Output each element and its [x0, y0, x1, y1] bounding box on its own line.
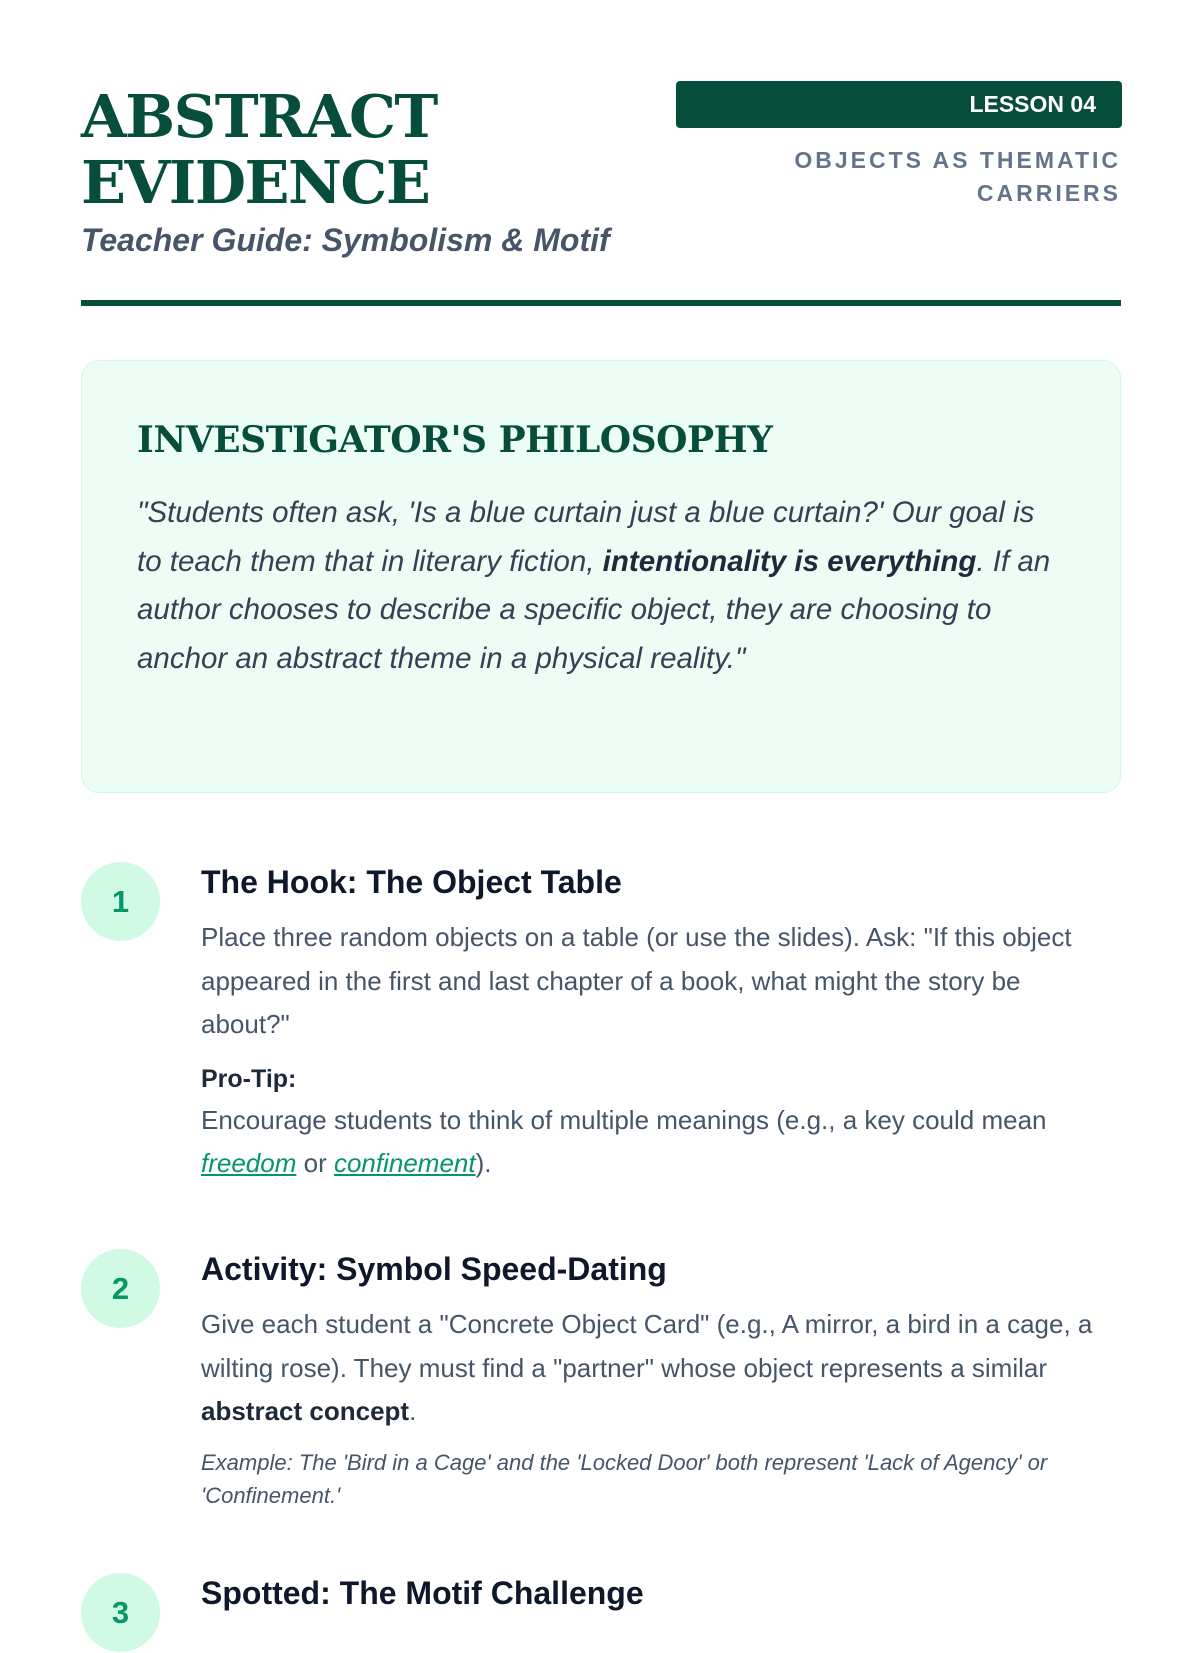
step-number-badge: 3	[81, 1573, 160, 1652]
step-1	[81, 862, 1121, 1202]
step-number-badge: 1	[81, 862, 160, 941]
quote-emphasis: intentionality is everything	[602, 544, 977, 578]
step-body	[201, 1249, 1101, 1512]
page-subtitle: Teacher Guide: Symbolism & Motif	[81, 222, 610, 258]
protip-or: or	[296, 1148, 334, 1178]
freedom-link[interactable]: freedom	[201, 1148, 297, 1178]
lesson-topic-line-1: OBJECTS AS THEMATIC	[794, 147, 1121, 173]
protip-label: Pro-Tip:	[201, 1064, 297, 1093]
page-header	[81, 84, 1121, 304]
quote-text-1: "Students often ask, 'Is a blue curtain just a blue curtain?' Our goal is to teach them that in literary fiction,	[137, 496, 1035, 578]
step-description-end: .	[409, 1396, 417, 1426]
step-2	[81, 1249, 1121, 1539]
title-line-1: ABSTRACT	[81, 82, 437, 151]
protip-text-start: Encourage students to think of multiple meanings (e.g., a key could mean	[201, 1104, 1047, 1135]
step-title: Spotted: The Motif Challenge	[201, 1575, 644, 1611]
lesson-topic-line-2: CARRIERS	[976, 180, 1121, 206]
quote-text-2: . If an author chooses to describe a specific object, they are choosing to anchor an abstract theme in a physical reality."	[137, 544, 1051, 675]
step-title: The Hook: The Object Table	[201, 864, 622, 900]
step-number-badge: 2	[81, 1249, 160, 1328]
step-3	[81, 1573, 1121, 1653]
philosophy-panel	[81, 360, 1121, 793]
abstract-concept-emphasis: abstract concept	[201, 1396, 410, 1426]
step-description-start: Give each student a "Concrete Object Card" (e.g., A mirror, a bird in a cage, a wilting rose). They must find a "partner" whose object represents a similar	[201, 1309, 1093, 1383]
step-description	[201, 1303, 1101, 1434]
protip-text	[201, 1099, 1101, 1186]
step-body	[201, 862, 1101, 1186]
step-body	[201, 1573, 1101, 1613]
lesson-topic	[761, 144, 1121, 210]
confinement-link[interactable]: confinement	[333, 1148, 476, 1178]
header-divider	[81, 300, 1121, 306]
title-line-2: EVIDENCE	[81, 148, 430, 217]
step-example: Example: The 'Bird in a Cage' and the 'Locked Door' both represent 'Lack of Agency' or 'Confinement.'	[201, 1449, 1048, 1508]
lesson-badge: LESSON 04	[676, 81, 1122, 128]
philosophy-quote	[137, 489, 1066, 683]
step-description: Place three random objects on a table (or use the slides). Ask: "If this object appeared in the first and last chapter of a book, what might the story be about?"	[201, 922, 1072, 1039]
philosophy-heading: INVESTIGATOR'S PHILOSOPHY	[137, 419, 773, 461]
protip-end: ).	[475, 1148, 492, 1178]
step-title: Activity: Symbol Speed-Dating	[201, 1251, 667, 1287]
